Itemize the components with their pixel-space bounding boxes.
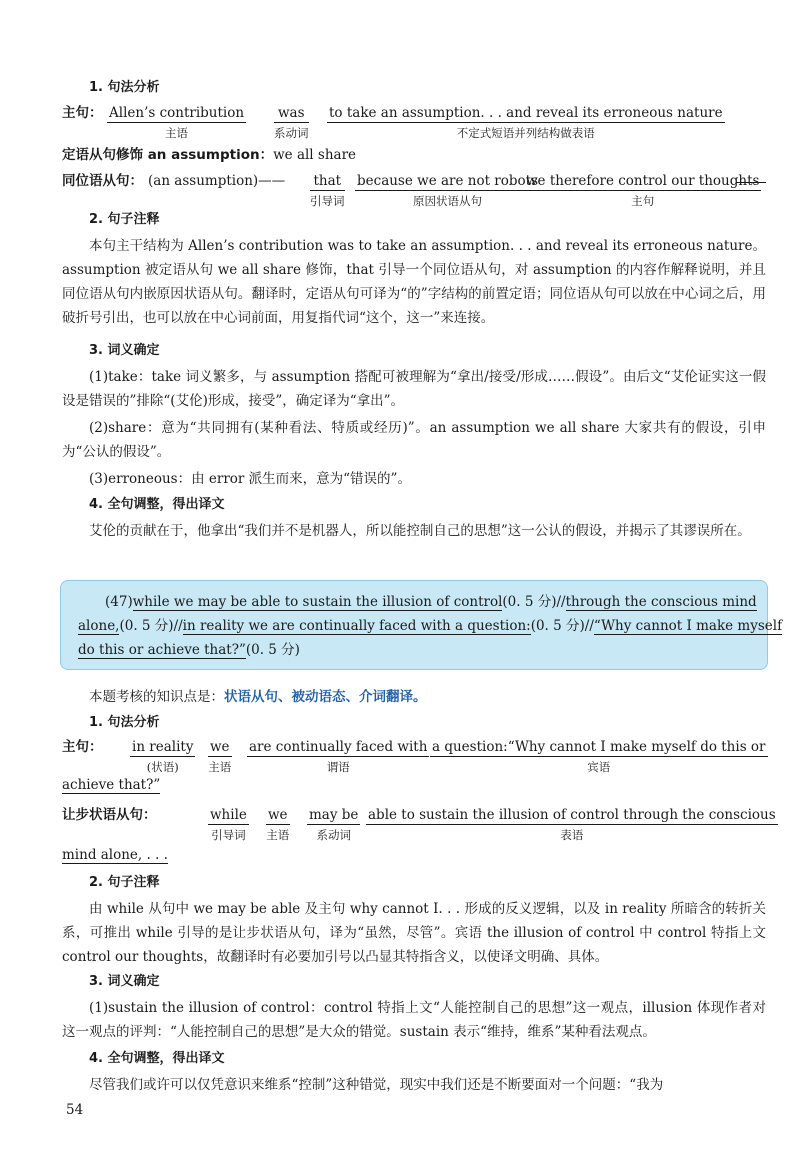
knowledge-points: 状语从句、被动语态、介词翻译。	[224, 689, 427, 705]
question-line-3	[78, 638, 758, 662]
segment-linking-verb	[274, 104, 309, 141]
heading-syntax-analysis-2: 1. 句法分析	[89, 715, 160, 730]
segment-subject-2	[208, 738, 232, 775]
segment-text: while	[210, 807, 247, 823]
word-meaning-sustain: (1)sustain the illusion of control：control 特指上文“人能控制自己的思想”这一观点，illusion 体现作者对这一观点的评判：“人能控制自己的思想”是大众的错觉。sustain 表示“维持，维系”某种看法观点。	[62, 1000, 766, 1040]
segment-label: 系动词	[274, 126, 309, 140]
segment-text: we therefore control our thoughts	[526, 173, 760, 189]
word-meaning-take: (1)take：take 词义繁多，与 assumption 搭配可被理解为“拿出/接受/形成……假设”。由后文“艾伦证实这一假设是错误的”排除“(艾伦)形成，接受”，确定译为“拿出”。	[62, 369, 766, 409]
appositive-label: 同位语从句：	[62, 173, 143, 189]
segment-text: to take an assumption. . . and reveal its erroneous nature	[329, 105, 723, 121]
segment-label: 宾语	[587, 760, 611, 774]
attributive-text: we all share	[273, 147, 357, 163]
segment-cause-clause	[355, 172, 540, 209]
main-clause-diagram-2	[62, 738, 766, 778]
segment-linking-verb-2	[307, 806, 360, 843]
segment-object	[430, 738, 768, 775]
segment-text: was	[274, 104, 309, 123]
segment-label: 不定式短语并列结构做表语	[456, 126, 595, 140]
segment-label: 引导词	[310, 194, 345, 208]
segment-text: because we are not robots	[357, 173, 539, 189]
segment-text: we	[268, 807, 288, 823]
segment-text: a question:“Why cannot I make myself do this or	[432, 739, 766, 755]
question-number: (47)	[105, 594, 133, 610]
attributive-clause-line	[62, 143, 766, 167]
sentence-notes-paragraph-2: 由 while 从句中 we may be able 及主句 why cannot I. . . 形成的反义逻辑，以及 in reality 所暗含的转折关系，可推出 while 引导的是让步状语从句，译为“虽然，尽管”。宾语 the illusion of control 中 control 特指上文 control our thoughts，故翻译时有必要加引号以凸显其特指含义，以使译文明确、具体。	[62, 901, 766, 965]
main-clause-label: 主句：	[62, 105, 103, 121]
question-part-2-cont: alone,	[78, 618, 120, 634]
segment-text: able to sustain the illusion of control through the conscious	[368, 807, 776, 823]
segment-text: Allen’s contribution	[109, 105, 245, 121]
predicative-continuation: mind alone, . . .	[62, 847, 168, 863]
question-47-text	[78, 590, 783, 662]
question-part-1: while we may be able to sustain the illusion of control	[132, 594, 503, 610]
segment-text: we	[210, 739, 230, 755]
segment-predicative	[327, 104, 725, 141]
segment-label: 主语	[165, 126, 189, 140]
object-continuation: achieve that?”	[62, 777, 161, 793]
question-part-2: through the conscious mind	[565, 594, 757, 610]
segment-label: 系动词	[316, 828, 351, 842]
heading-syntax-analysis: 1. 句法分析	[89, 80, 160, 95]
score-4: (0. 5 分)	[245, 642, 300, 658]
trailing-dash	[736, 182, 766, 183]
segment-subject	[107, 104, 246, 141]
word-meaning-share: (2)share：意为“共同拥有(某种看法、特质或经历)”。an assumption we all share 大家共有的假设，引申为“公认的假设”。	[62, 420, 766, 460]
heading-full-translation: 4. 全句调整，得出译文	[89, 497, 225, 512]
main-clause-diagram	[62, 104, 766, 144]
segment-label: 原因状语从句	[413, 194, 482, 208]
heading-full-translation-2: 4. 全句调整，得出译文	[89, 1051, 225, 1066]
question-part-4: “Why cannot I make myself	[593, 618, 783, 634]
concessive-continuation	[62, 846, 766, 864]
segment-label: 主语	[208, 760, 232, 774]
main-clause-label-2: 主句：	[62, 739, 103, 755]
concessive-clause-diagram	[62, 806, 776, 846]
question-line-2	[78, 614, 783, 638]
segment-adverbial	[130, 738, 195, 775]
concessive-label: 让步状语从句：	[62, 807, 157, 823]
segment-label: 谓语	[326, 760, 350, 774]
segment-predicative-2	[366, 806, 778, 843]
word-meaning-erroneous: (3)erroneous：由 error 派生而来，意为“错误的”。	[89, 471, 411, 487]
segment-text: are continually faced with	[249, 739, 428, 755]
question-line-1	[78, 590, 758, 614]
full-translation-paragraph-2: 尽管我们或许可以仅凭意识来维系“控制”这种错觉，现实中我们还是不断要面对一个问题：“我为	[89, 1077, 664, 1093]
segment-label: 引导词	[211, 828, 246, 842]
question-part-4-cont: do this or achieve that?”	[78, 642, 246, 658]
segment-text: that	[310, 172, 345, 191]
heading-sentence-notes-2: 2. 句子注释	[89, 875, 160, 890]
segment-text: in reality	[132, 739, 194, 755]
knowledge-prefix: 本题考核的知识点是：	[89, 689, 224, 705]
score-1: (0. 5 分)//	[502, 594, 566, 610]
appositive-lead: (an assumption)——	[148, 173, 286, 189]
segment-main-clause	[524, 172, 761, 209]
segment-predicate	[247, 738, 429, 775]
heading-word-meaning-2: 3. 词义确定	[89, 974, 160, 989]
segment-label: 主语	[266, 828, 290, 842]
question-part-3: in reality we are continually faced with a question:	[182, 618, 531, 634]
segment-introducer	[310, 172, 345, 209]
full-translation-paragraph: 艾伦的贡献在于，他拿出“我们并不是机器人，所以能控制自己的思想”这一公认的假设，并揭示了其谬误所在。	[89, 523, 751, 539]
segment-subject-3	[266, 806, 290, 843]
attributive-label: 定语从句修饰 an assumption：	[62, 147, 274, 163]
segment-text: may be	[309, 807, 359, 823]
appositive-clause-diagram	[62, 172, 766, 212]
knowledge-points-line	[62, 685, 766, 709]
segment-label: (状语)	[146, 760, 179, 774]
sentence-notes-paragraph: 本句主干结构为 Allen’s contribution was to take an assumption. . . and reveal its erroneous nature。assumption 被定语从句 we all share 修饰，that 引导一个同位语从句，对 assumption 的内容作解释说明，并且同位语从句内嵌原因状语从句。翻译时，定语从句可译为“的”字结构的前置定语；同位语从句可以放在中心词之后，用破折号引出，也可以放在中心词前面，用复指代词“这个，这一”来连接。	[62, 238, 766, 326]
main-clause-continuation	[62, 776, 766, 794]
heading-sentence-notes: 2. 句子注释	[89, 212, 160, 227]
score-2: (0. 5 分)//	[119, 618, 183, 634]
segment-introducer-2	[208, 806, 249, 843]
segment-label: 主句	[631, 194, 655, 208]
heading-word-meaning: 3. 词义确定	[89, 343, 160, 358]
page-number: 54	[66, 1102, 84, 1118]
score-3: (0. 5 分)//	[530, 618, 594, 634]
segment-label: 表语	[560, 828, 584, 842]
